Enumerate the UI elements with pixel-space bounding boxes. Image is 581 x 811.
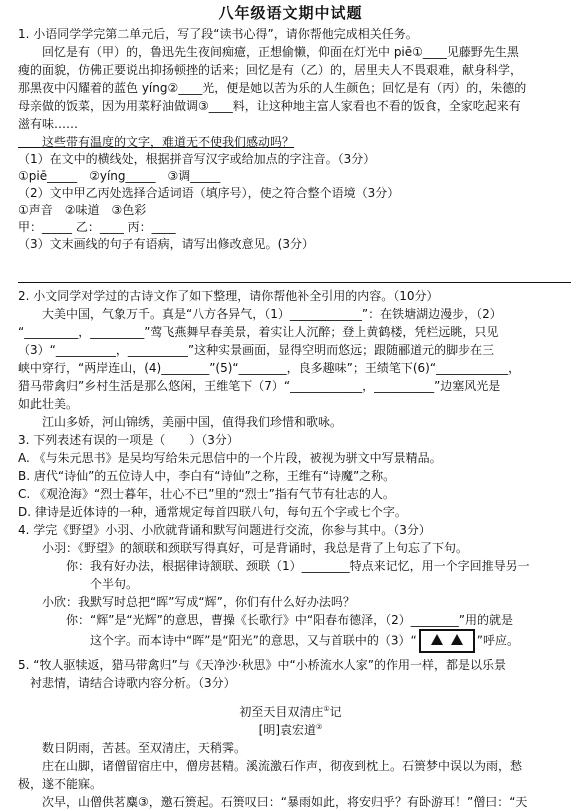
text-line: 那黑夜中闪耀着的蓝色 yíng②____光，便是她以苦为乐的人生颜色；回忆是有（丙）的，朱德的 [18, 81, 527, 95]
page-title: 八年级语文期中试题 [218, 4, 363, 22]
text-line: 瘦的面貌，仿佛正要说出抑扬顿挫的话来；回忆是有（乙）的，居里夫人不畏艰难，献身科学， [18, 63, 523, 77]
q4-last-line-after: ”呼应。 [476, 633, 519, 648]
text-line: 3. 下列表述有误的一项是（ ）（3分） [18, 433, 239, 447]
text-line: 你：“辉”是“光辉”的意思，曹操《长歌行》中“阳春布德泽，（2）________”用的就是 [18, 613, 513, 627]
text-line: A. 《与朱元思书》是吴均写给朱元思信中的一个片段，被视为骈文中写景精品。 [18, 451, 442, 465]
text-line: 1. 小语同学学完第二单元后，写了段“读书心得”，请你帮他完成相关任务。 [18, 27, 418, 41]
text-line: 滋有味…… [18, 117, 79, 131]
text-line: 你：我有好办法，根据律诗颔联、颈联（1）________特点来记忆，用一个字回推导另一 [18, 559, 530, 573]
text-line: 江山多娇，河山锦绣，美丽中国，值得我们珍惜和歌咏。 [18, 415, 343, 429]
text-line: ①piē_____ ②yíng_____ ③调_____ [18, 169, 221, 183]
text-line: 大美中国，气象万千。真是“八方各异气，（1）____________”：在铁塘湖边漫步，（2） [18, 307, 502, 321]
text-line: “_________，_________”莺飞燕舞早春美景，着实让人沉醉；登上黄鹤楼，凭栏远眺，只见 [18, 325, 499, 339]
text-line: （1）在文中的横线处，根据拼音写汉字或给加点的字注音。（3分） [18, 152, 376, 166]
text-line: 回忆是有（甲）的，鲁迅先生夜间痴癔，正想偷懒，仰面在灯光中 piē①____见藤野先生黑 [18, 45, 519, 59]
text-line: 猎马带禽归”乡村生活是那么悠闲，王维笔下（7）“____________，__________”边塞风光是 [18, 379, 501, 393]
hidden-character-icon [419, 629, 475, 653]
text-line: 2. 小文同学对学过的古诗文作了如下整理，请你帮他补全引用的内容。（10分） [18, 289, 439, 303]
text-line: ①声音 ②味道 ③色彩 [18, 203, 147, 217]
answer-line [18, 282, 571, 283]
text-line: D. 律诗是近体诗的一种，通常规定每首四联八句，每句五个字或七个字。 [18, 505, 407, 519]
text-line: 数日阴雨，苦甚。至双清庄，天稍霁。 [18, 741, 247, 755]
q4-last-line-before: 这个字。而本诗中“晖”是“阳光”的意思，又与首联中的（3）“ [18, 633, 417, 648]
text-line: 母亲做的饭菜，因为用菜籽油做调③____料，让这种地主富人家看也不看的饭食，全家吃起来有 [18, 99, 521, 113]
text-line: 极，遂不能寐。 [18, 777, 103, 791]
passage-bottom-line: 次早，山僧供茗麋③，邀石篑起。石篑叹曰：“暴雨如此，将安归乎？有卧游耳！”僧曰：“天 [18, 795, 528, 809]
text-line: 峡中穿行，“两岸连山，(4)________”(5)“________，良多趣味”；王绩笔下(6)“____________， [18, 361, 521, 375]
text-line: 这些带有温度的文字，难道无不使我们感动吗？ [18, 135, 295, 149]
text-line: （3）“__________，__________”这种实景画面，显得空明而悠远；跟随郦道元的脚步在三 [18, 343, 495, 357]
text-line: 小羽：《野望》的颔联和颈联写得真好，可是背诵时，我总是背了上句忘了下句。 [18, 541, 469, 555]
text-line: 5. “牧人驱犊返，猎马带禽归”与《天净沙·秋思》中“小桥流水人家”的作用一样，都是以乐景 [18, 658, 506, 672]
text-line: 4. 学完《野望》小羽、小欣就背诵和默写问题进行交流，你参与其中。（3分） [18, 523, 431, 537]
text-line: 衬悲情，请结合诗歌内容分析。（3分） [18, 676, 236, 690]
text-line: 个半句。 [18, 577, 139, 591]
passage-title: 初至天目双清庄①记 [239, 705, 342, 719]
text-line: 甲：_____ 乙：____ 丙：____ [18, 220, 176, 234]
passage-author: [明]袁宏道② [258, 723, 323, 737]
text-line: （3）文末画线的句子有语病，请写出修改意见。(3分） [18, 237, 314, 251]
text-line: （2）文中甲乙丙处选择合适词语（填序号），使之符合整个语境（3分） [18, 186, 400, 200]
text-line: 小欣：我默写时总把“晖”写成“辉”，你们有什么好办法吗？ [18, 595, 355, 609]
text-line: B. 唐代“诗仙”的五位诗人中，李白有“诗仙”之称，王维有“诗魔”之称。 [18, 469, 396, 483]
text-line: C. 《观沧海》“烈士暮年，壮心不已”里的“烈士”指有气节有壮志的人。 [18, 487, 395, 501]
text-line: 庄在山脚，诸僧留宿庄中，僧房甚精。溪流激石作声，彻夜到枕上。石篑梦中误以为雨，愁 [18, 759, 523, 773]
q4-last-line [18, 629, 565, 653]
text-line: 如此壮美。 [18, 397, 79, 411]
